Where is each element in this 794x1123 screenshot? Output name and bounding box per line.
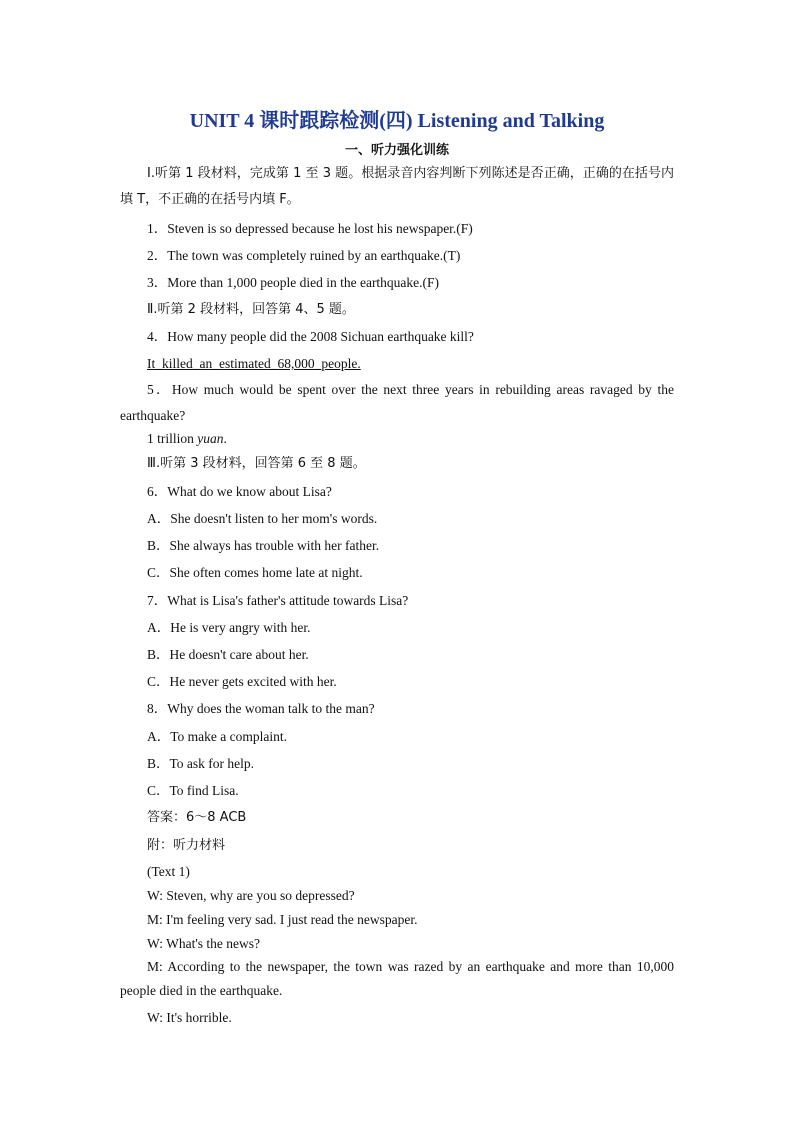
page-title: UNIT 4 课时跟踪检测(四) Listening and Talking [189, 110, 605, 132]
answer-5-end: . [223, 431, 227, 446]
question-8-option-c: C．To find Lisa. [147, 783, 239, 798]
transcript-line: W: Steven, why are you so depressed? [147, 888, 355, 903]
transcript-long-line: M: According to the newspaper, the town was razed by an earthquake and more than 10,000 people died in the earthquake. [120, 959, 674, 998]
question-6-option-c: C．She often comes home late at night. [147, 565, 363, 580]
transcript-line: M: I'm feeling very sad. I just read the newspaper. [147, 912, 418, 927]
answer-5-unit: yuan [197, 431, 224, 446]
question-8: 8．Why does the woman talk to the man? [147, 701, 375, 716]
transcript-last-line: W: It's horrible. [147, 1010, 232, 1025]
answer-5 [147, 429, 227, 449]
question-5: 5．How much would be spent over the next three years in rebuilding areas ravaged by the earthquake? [120, 382, 674, 423]
transcript-text-label: (Text 1) [147, 864, 190, 879]
section-heading: 一、听力强化训练 [344, 143, 449, 158]
question-7: 7．What is Lisa's father's attitude towards Lisa? [147, 593, 409, 608]
question-7-option-a: A．He is very angry with her. [147, 620, 311, 635]
question-3: 3．More than 1,000 people died in the earthquake.(F) [147, 275, 440, 290]
section1-instruction: Ⅰ.听第 1 段材料，完成第 1 至 3 题。根据录音内容判断下列陈述是否正确，正确的在括号内填 T，不正确的在括号内填 F。 [120, 166, 674, 207]
answer-5-amount: 1 trillion [147, 431, 198, 446]
question-6-option-a: A．She doesn't listen to her mom's words. [147, 511, 378, 526]
section2-instruction: Ⅱ.听第 2 段材料，回答第 4、5 题。 [147, 302, 355, 317]
question-7-option-b: B．He doesn't care about her. [147, 647, 309, 662]
transcript-label: 附：听力材料 [147, 838, 226, 853]
question-8-option-b: B．To ask for help. [147, 756, 255, 771]
question-4: 4．How many people did the 2008 Sichuan earthquake kill? [147, 329, 474, 344]
question-7-option-c: C．He never gets excited with her. [147, 674, 337, 689]
question-2: 2．The town was completely ruined by an earthquake.(T) [147, 248, 461, 263]
answer-key: 答案：6～8 ACB [147, 810, 247, 825]
question-6-option-b: B．She always has trouble with her father. [147, 538, 380, 553]
transcript-line: W: What's the news? [147, 936, 261, 951]
question-6: 6．What do we know about Lisa? [147, 484, 332, 499]
answer-4: It_killed_an_estimated_68,000_people. [147, 356, 361, 371]
question-8-option-a: A．To make a complaint. [147, 729, 288, 744]
section3-instruction: Ⅲ.听第 3 段材料，回答第 6 至 8 题。 [147, 456, 366, 471]
question-1: 1．Steven is so depressed because he lost his newspaper.(F) [147, 221, 473, 236]
